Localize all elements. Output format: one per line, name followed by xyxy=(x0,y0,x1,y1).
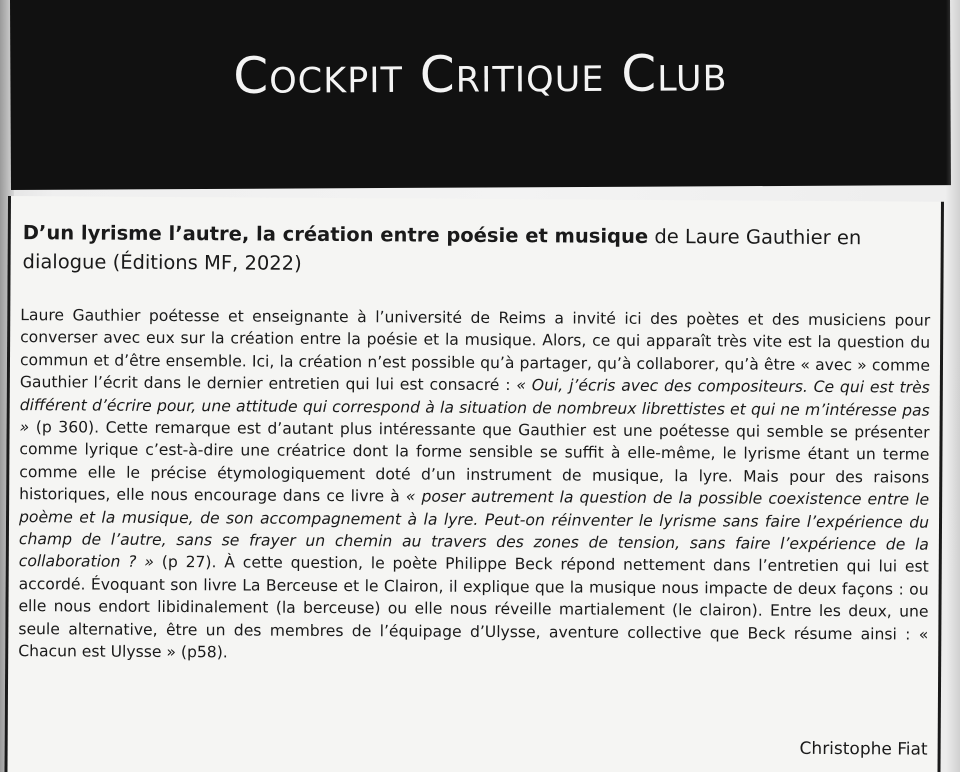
body-text-1: Laure Gauthier poétesse et enseignante à l’université de Reims a invité ici des poètes et des musiciens pour converser avec eux sur la création entre la poésie et la musique. Alors, ce qui apparaît très vite est la question du commun et d’être ensemble. Ici, la création n’est possible qu’à partager, qu’à collaborer, qu’à être « avec » comme Gauthier l’écrit dans le dernier entretien qui lui est consacré : xyxy=(19,306,931,395)
article-box xyxy=(4,196,944,772)
article-body xyxy=(18,304,930,668)
author-signature: Christophe Fiat xyxy=(799,738,928,760)
page-title: Cockpit Critique Club xyxy=(233,44,728,105)
quote-1: « Oui, j’écris avec des compositeurs. Ce qui est très différent d’écrire pour, une attitude qui correspond à la situation de nombreux librettistes et qui ne m’intéresse pas » xyxy=(19,376,930,437)
body-text-3: (p 27). À cette question, le poète Philippe Beck répond nettement dans l’entretien qui lui est accordé. Évoquant son livre La Berceuse et le Clairon, il explique que la musique nous impacte de deux façons : ou elle nous endort libidinalement (la berceuse) ou elle nous réveille martialement (le clairon). Entre les deux, une seule alternative, être un des membres de l’équipage d’Ulysse, aventure collective que Beck résume ainsi : « Chacun est Ulysse » (p58). xyxy=(18,553,929,662)
book-title: D’un lyrisme l’autre, la création entre poésie et musique xyxy=(22,221,649,248)
quote-2: « poser autrement la question de la possible coexistence entre le poème et la musique, de son accompagnement à la lyre. Peut-on réinventer le lyrisme sans faire l’expérience du champ de l’autre, sans se frayer un chemin au travers des zones de tension, sans faire l’expérience de la collaboration ? » xyxy=(18,487,930,572)
body-text-2: (p 360). Cette remarque est d’autant plus intéressante que Gauthier est une poétesse qui semble se présenter comme lyrique c’est-à-dire une créatrice dont la forme sensible se suffit à elle-même, le lyrisme étant un terme comme elle le précise étymologiquement doté d’un instrument de musique, la lyre. Mais pour des raisons historiques, elle nous encourage dans ce livre à xyxy=(19,418,930,506)
header-banner xyxy=(10,0,951,190)
page-shadow xyxy=(946,0,960,772)
article-title xyxy=(23,218,931,282)
book-author-info: de Laure Gauthier en dialogue (Éditions MF, 2022) xyxy=(22,224,862,275)
